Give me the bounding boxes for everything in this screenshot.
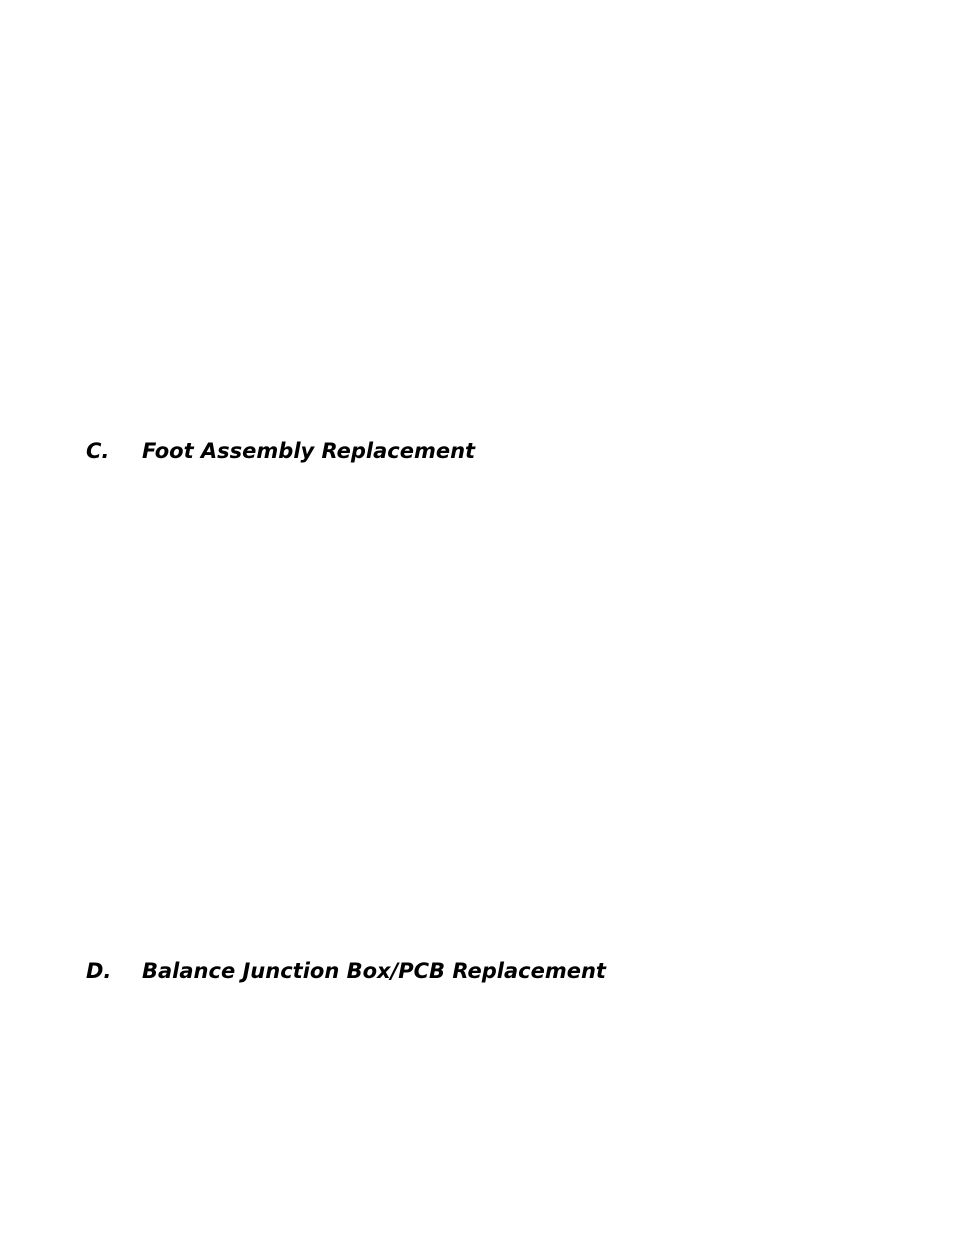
- section-letter: D.: [86, 959, 112, 983]
- section-title: Balance Junction Box/PCB Replacement: [142, 959, 606, 983]
- section-heading-balance-junction-box: [86, 957, 606, 985]
- section-letter: C.: [86, 439, 110, 463]
- section-title: Foot Assembly Replacement: [142, 439, 476, 463]
- section-heading-foot-assembly: [86, 437, 475, 465]
